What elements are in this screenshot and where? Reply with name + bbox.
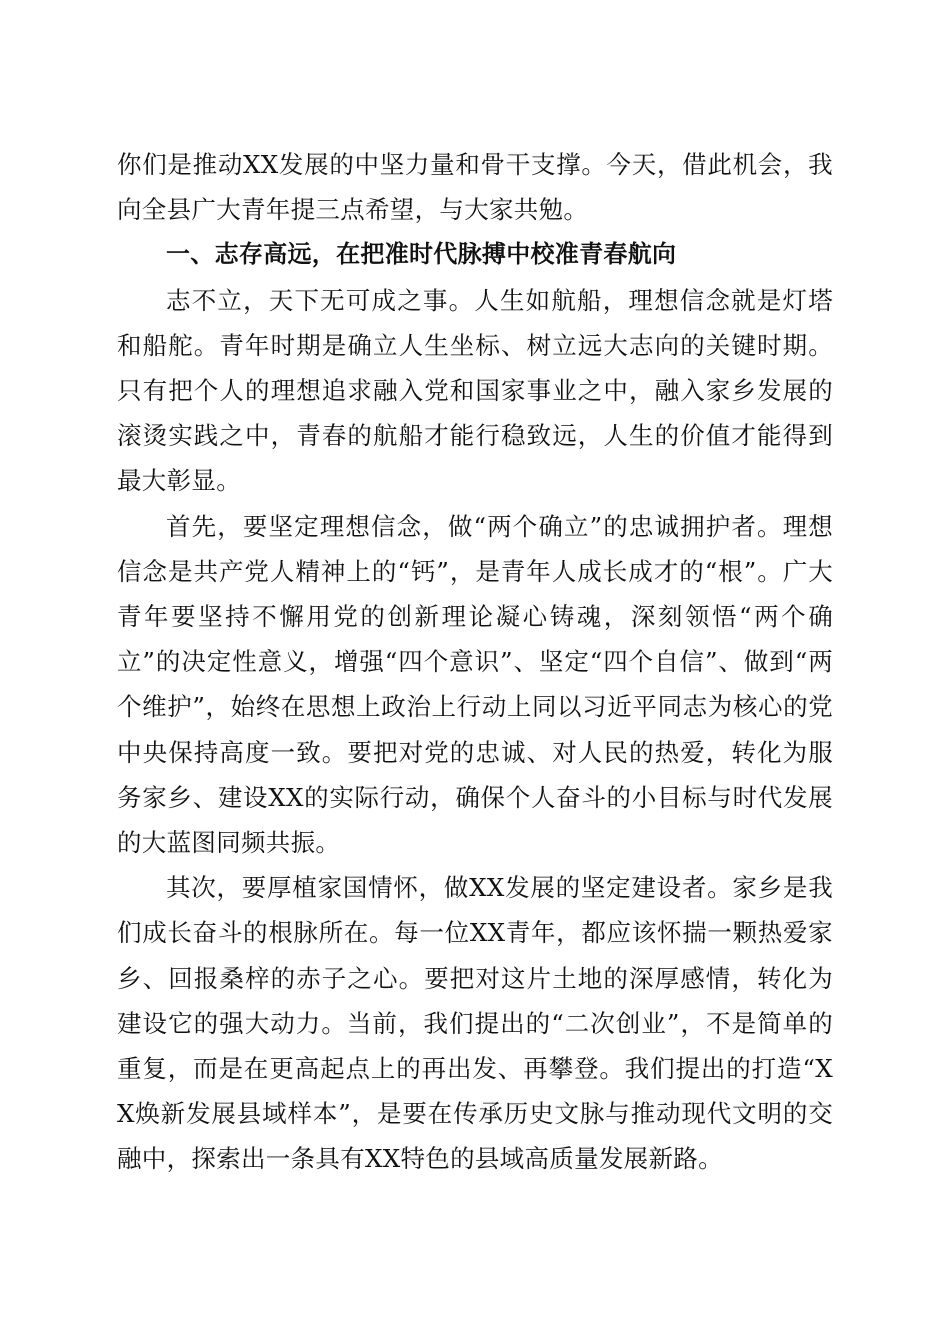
paragraph-aspiration: 志不立，天下无可成之事。人生如航船，理想信念就是灯塔和船舵。青年时期是确立人生坐标、树立远大志向的关键时期。只有把个人的理想追求融入党和国家事业之中，融入家乡发展的滚烫实践之中，青春的航船才能行稳致远，人生的价值才能得到最大彰显。 — [117, 285, 833, 496]
section-heading-1: 一、志存高远，在把准时代脉搏中校准青春航向 — [166, 240, 677, 269]
paragraph-first-point: 首先，要坚定理想信念，做“两个确立”的忠诚拥护者。理想信念是共产党人精神上的“钙”，是青年人成长成才的“根”。广大青年要坚持不懈用党的创新理论凝心铸魂，深刻领悟“两个确立”的决定性意义，增强“四个意识”、坚定“四个自信”、做到“两个维护”，始终在思想上政治上行动上同以习近平同志为核心的党中央保持高度一致。要把对党的忠诚、对人民的热爱，转化为服务家乡、建设XX的实际行动，确保个人奋斗的小目标与时代发展的大蓝图同频共振。 — [117, 511, 833, 858]
paragraph-intro-continuation: 你们是推动XX发展的中坚力量和骨干支撑。今天，借此机会，我向全县广大青年提三点希望，与大家共勉。 — [117, 150, 833, 225]
paragraph-second-point: 其次，要厚植家国情怀，做XX发展的坚定建设者。家乡是我们成长奋斗的根脉所在。每一位XX青年，都应该怀揣一颗热爱家乡、回报桑梓的赤子之心。要把对这片土地的深厚感情，转化为建设它的强大动力。当前，我们提出的“二次创业”，不是简单的重复，而是在更高起点上的再出发、再攀登。我们提出的打造“XX焕新发展县域样本”，是要在传承历史文脉与推动现代文明的交融中，探索出一条具有XX特色的县域高质量发展新路。 — [117, 873, 833, 1174]
document-body — [117, 142, 833, 1182]
